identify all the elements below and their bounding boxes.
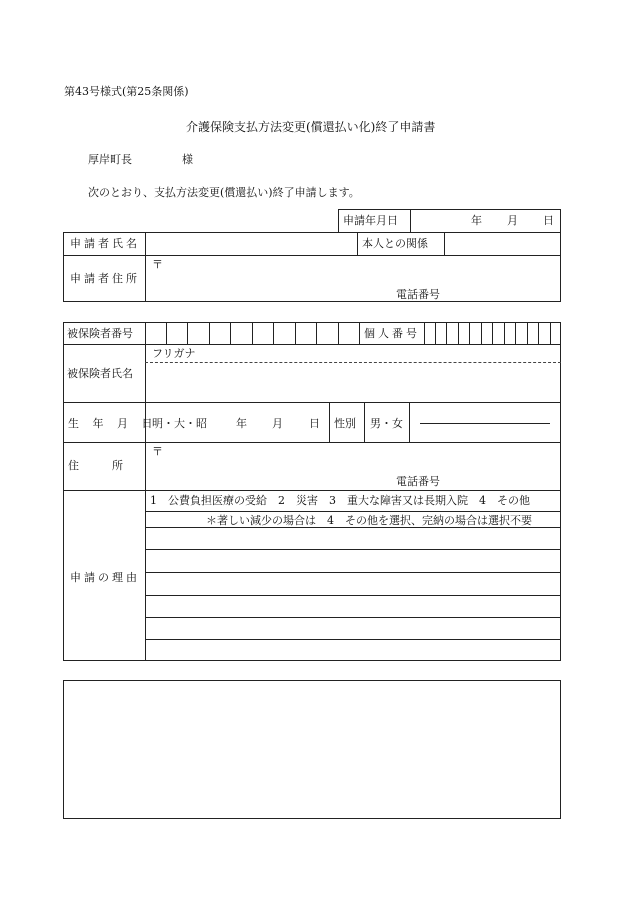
insured-address-label: 住 所 xyxy=(68,459,123,472)
application-date-field[interactable] xyxy=(420,211,556,231)
applicant-name-label: 申請者氏名 xyxy=(70,237,140,250)
reason-label: 申請の理由 xyxy=(70,571,140,584)
applicant-address-field[interactable] xyxy=(147,257,559,300)
reason-options[interactable]: 1 公費負担医療の受給 2 災害 3 重大な障害又は長期入院 4 その他 xyxy=(150,494,530,507)
application-day: 日 xyxy=(543,214,554,227)
birth-date-label: 生 年 月 日 xyxy=(68,417,158,430)
form-number: 第43号様式(第25条関係) xyxy=(64,85,189,98)
sex-options[interactable]: 男・女 xyxy=(370,417,403,430)
reason-line[interactable] xyxy=(145,549,561,550)
application-date-label: 申請年月日 xyxy=(343,214,398,227)
birth-year: 年 xyxy=(236,417,247,430)
applicant-phone-label: 電話番号 xyxy=(396,288,440,301)
insured-phone-label: 電話番号 xyxy=(396,475,440,488)
insured-postal-mark: 〒 xyxy=(152,445,163,458)
application-month: 月 xyxy=(507,214,518,227)
reason-line[interactable] xyxy=(145,617,561,618)
birth-day: 日 xyxy=(309,417,320,430)
insured-name-label: 被保険者氏名 xyxy=(67,367,133,380)
birth-month: 月 xyxy=(272,417,283,430)
sex-label: 性別 xyxy=(334,417,356,430)
intro-text: 次のとおり、支払方法変更(償還払い)終了申請します。 xyxy=(88,186,360,199)
insured-number-cells[interactable] xyxy=(145,322,359,344)
blank-line xyxy=(420,423,550,424)
application-year: 年 xyxy=(471,214,482,227)
furigana-label: フリガナ xyxy=(152,347,196,360)
personal-number-cells[interactable] xyxy=(424,322,561,344)
reason-line[interactable] xyxy=(145,572,561,573)
addressee-honorific: 様 xyxy=(182,153,193,166)
applicant-address-label: 申請者住所 xyxy=(70,272,140,285)
reason-line[interactable] xyxy=(145,595,561,596)
applicant-name-field[interactable] xyxy=(147,234,355,254)
form-title: 介護保険支払方法変更(償還払い化)終了申請書 xyxy=(186,120,436,134)
reason-line[interactable] xyxy=(145,639,561,640)
relation-label: 本人との関係 xyxy=(362,237,428,250)
addressee-town: 厚岸町長 xyxy=(88,153,132,166)
insured-name-field[interactable] xyxy=(147,364,559,400)
reason-note: ＊著しい減少の場合は 4 その他を選択、完納の場合は選択不要 xyxy=(206,514,532,527)
office-use-box[interactable] xyxy=(63,680,561,819)
furigana-field[interactable] xyxy=(200,346,558,361)
insured-address-field[interactable] xyxy=(147,444,559,488)
personal-number-label: 個人番号 xyxy=(364,327,420,340)
era-options[interactable]: 明・大・昭 xyxy=(152,417,207,430)
insured-number-label: 被保険者番号 xyxy=(67,327,133,340)
relation-field[interactable] xyxy=(446,234,559,254)
applicant-postal-mark: 〒 xyxy=(152,258,163,271)
